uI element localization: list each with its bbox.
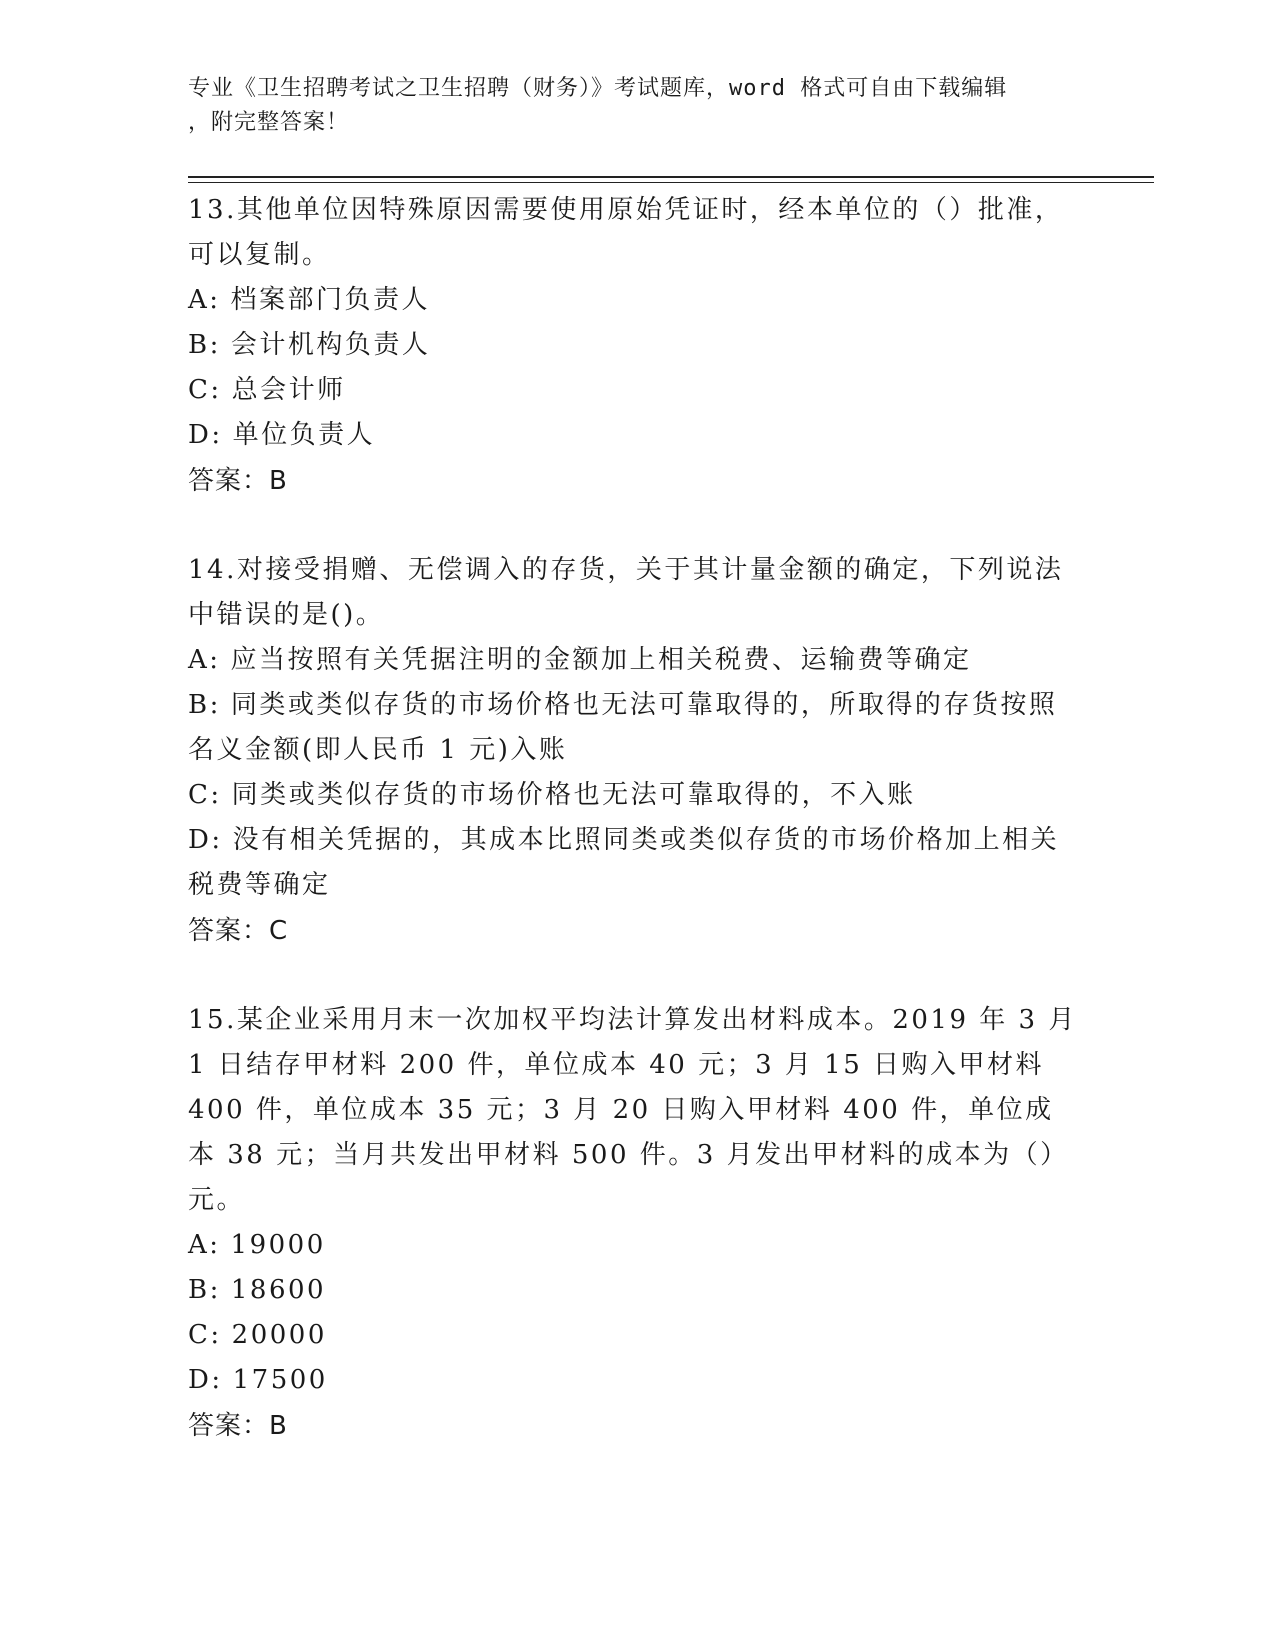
option-letter: B: — [188, 330, 221, 360]
option-a — [188, 1223, 1078, 1268]
option-text: 17500 — [232, 1365, 328, 1395]
answer-line: 答案：C — [188, 916, 289, 946]
option-letter: A: — [188, 645, 221, 675]
option-b — [188, 1268, 1078, 1313]
question-13 — [188, 188, 1078, 504]
option-d — [188, 413, 1078, 458]
question-stem: 15.某企业采用月末一次加权平均法计算发出材料成本。2019 年 3 月 1 日结存甲材料 200 件，单位成本 40 元；3 月 15 日购入甲材料 400 件，单位成本 35 元；3 月 20 日购入甲材料 400 件，单位成本 38 元；当月共发出甲材料 500 件。3 月发出甲材料的成本为（）元。 — [188, 1005, 1077, 1215]
option-text: 总会计师 — [231, 375, 346, 405]
option-letter: A: — [188, 1230, 221, 1260]
option-c — [188, 1313, 1078, 1358]
option-c — [188, 773, 1078, 818]
option-d — [188, 818, 1078, 908]
option-b — [188, 323, 1078, 368]
option-text: 没有相关凭据的，其成本比照同类或类似存货的市场价格加上相关税费等确定 — [188, 825, 1060, 900]
option-text: 18600 — [230, 1275, 327, 1305]
question-stem: 13.其他单位因特殊原因需要使用原始凭证时，经本单位的（）批准，可以复制。 — [188, 195, 1064, 270]
option-text: 同类或类似存货的市场价格也无法可靠取得的，不入账 — [231, 780, 916, 810]
option-letter: D: — [188, 1365, 223, 1395]
option-text: 应当按照有关凭据注明的金额加上相关税费、运输费等确定 — [230, 645, 972, 675]
option-text: 同类或类似存货的市场价格也无法可靠取得的，所取得的存货按照名义金额(即人民币 1 元)入账 — [188, 690, 1058, 765]
question-14 — [188, 548, 1078, 954]
option-c — [188, 368, 1078, 413]
option-text: 20000 — [231, 1320, 327, 1350]
header-line-2: ，附完整答案！ — [188, 110, 350, 135]
question-15 — [188, 998, 1078, 1449]
question-list — [188, 188, 1078, 1449]
answer-line: 答案：B — [188, 466, 288, 496]
answer-line: 答案：B — [188, 1411, 288, 1441]
option-letter: B: — [188, 690, 221, 720]
option-text: 档案部门负责人 — [230, 285, 431, 315]
question-stem: 14.对接受捐赠、无偿调入的存货，关于其计量金额的确定，下列说法中错误的是()。 — [188, 555, 1064, 630]
option-a — [188, 638, 1078, 683]
option-letter: A: — [188, 285, 221, 315]
option-letter: D: — [188, 420, 223, 450]
header-line-1: 专业《卫生招聘考试之卫生招聘（财务）》考试题库，word 格式可自由下载编辑 — [188, 76, 1008, 101]
option-a — [188, 278, 1078, 323]
option-text: 单位负责人 — [232, 420, 376, 450]
option-letter: B: — [188, 1275, 221, 1305]
option-letter: C: — [188, 375, 222, 405]
option-letter: C: — [188, 780, 222, 810]
option-letter: D: — [188, 825, 223, 855]
document-header — [188, 72, 1068, 140]
option-letter: C: — [188, 1320, 222, 1350]
header-divider-thick — [188, 176, 1154, 178]
header-divider-thin — [188, 182, 1154, 183]
option-text: 19000 — [230, 1230, 326, 1260]
option-text: 会计机构负责人 — [230, 330, 431, 360]
option-b — [188, 683, 1078, 773]
option-d — [188, 1358, 1078, 1403]
